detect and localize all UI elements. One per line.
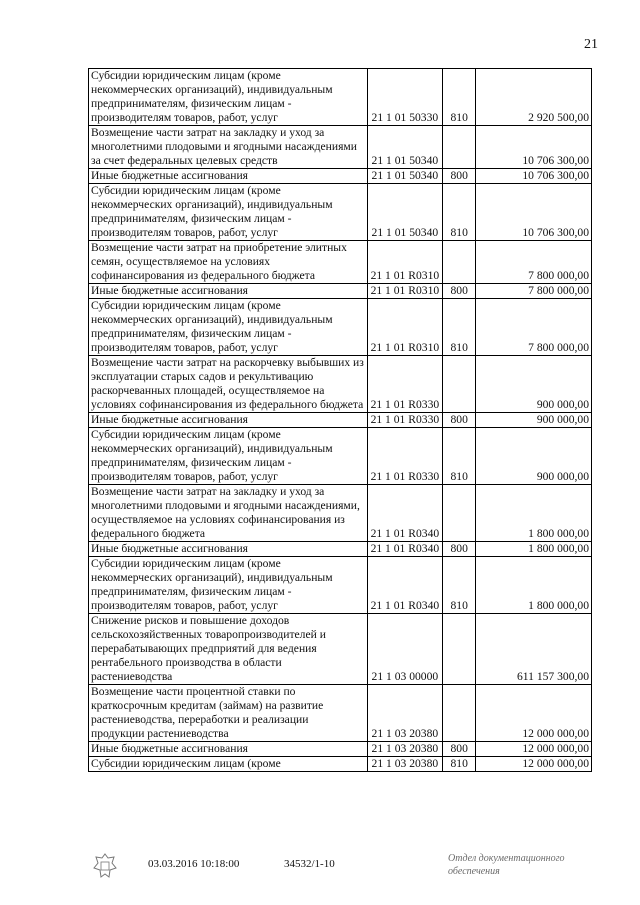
row-code: 21 1 03 20380 xyxy=(367,757,442,772)
row-type: 810 xyxy=(443,299,476,356)
row-sum: 7 800 000,00 xyxy=(476,299,592,356)
coat-of-arms-icon xyxy=(92,852,118,885)
row-sum: 1 800 000,00 xyxy=(476,485,592,542)
row-name: Иные бюджетные ассигнования xyxy=(89,284,368,299)
table-row xyxy=(89,742,592,757)
table-row xyxy=(89,284,592,299)
row-code: 21 1 01 R0330 xyxy=(367,413,442,428)
table-row xyxy=(89,299,592,356)
row-code: 21 1 03 20380 xyxy=(367,685,442,742)
print-date: 03.03.2016 10:18:00 xyxy=(148,858,240,870)
table-row xyxy=(89,757,592,772)
row-name: Иные бюджетные ассигнования xyxy=(89,542,368,557)
row-code: 21 1 01 R0340 xyxy=(367,542,442,557)
row-name: Иные бюджетные ассигнования xyxy=(89,413,368,428)
row-name: Субсидии юридическим лицам (кроме некоммерческих организаций), индивидуальным предпринимателям, физическим лицам - производителям товаров, работ, услуг xyxy=(89,69,368,126)
table-row xyxy=(89,685,592,742)
row-sum: 10 706 300,00 xyxy=(476,126,592,169)
table-row xyxy=(89,126,592,169)
row-type: 810 xyxy=(443,184,476,241)
row-type: 800 xyxy=(443,169,476,184)
table-row xyxy=(89,485,592,542)
row-type: 810 xyxy=(443,69,476,126)
row-type xyxy=(443,241,476,284)
row-type: 810 xyxy=(443,428,476,485)
page-number: 21 xyxy=(584,37,598,52)
row-sum: 7 800 000,00 xyxy=(476,284,592,299)
table-row xyxy=(89,614,592,685)
row-code: 21 1 01 R0310 xyxy=(367,284,442,299)
row-name: Субсидии юридическим лицам (кроме некоммерческих организаций), индивидуальным предпринимателям, физическим лицам - производителям товаров, работ, услуг xyxy=(89,299,368,356)
row-type xyxy=(443,356,476,413)
table-row xyxy=(89,356,592,413)
row-code: 21 1 01 R0330 xyxy=(367,356,442,413)
row-sum: 10 706 300,00 xyxy=(476,184,592,241)
row-sum: 611 157 300,00 xyxy=(476,614,592,685)
row-code: 21 1 01 R0310 xyxy=(367,241,442,284)
row-name: Субсидии юридическим лицам (кроме некоммерческих организаций), индивидуальным предпринимателям, физическим лицам - производителям товаров, работ, услуг xyxy=(89,184,368,241)
row-sum: 12 000 000,00 xyxy=(476,757,592,772)
row-type: 800 xyxy=(443,284,476,299)
row-name: Субсидии юридическим лицам (кроме xyxy=(89,757,368,772)
table-row xyxy=(89,542,592,557)
table-row xyxy=(89,169,592,184)
row-name: Субсидии юридическим лицам (кроме некоммерческих организаций), индивидуальным предпринимателям, физическим лицам - производителям товаров, работ, услуг xyxy=(89,428,368,485)
department-stamp: Отдел документационного обеспечения xyxy=(448,853,565,877)
row-sum: 10 706 300,00 xyxy=(476,169,592,184)
row-name: Возмещение части затрат на раскорчевку выбывших из эксплуатации старых садов и рекультивацию раскорчеванных площадей, осуществляемое на условиях софинансирования из федерального бюджета xyxy=(89,356,368,413)
row-sum: 7 800 000,00 xyxy=(476,241,592,284)
row-code: 21 1 01 50340 xyxy=(367,126,442,169)
row-type xyxy=(443,614,476,685)
budget-table xyxy=(88,68,592,772)
table-row xyxy=(89,184,592,241)
row-code: 21 1 01 50340 xyxy=(367,184,442,241)
row-name: Снижение рисков и повышение доходов сельскохозяйственных товаропроизводителей и перерабатывающих предприятий для ведения рентабельного производства в области растениеводства xyxy=(89,614,368,685)
table-row xyxy=(89,413,592,428)
row-sum: 1 800 000,00 xyxy=(476,542,592,557)
page-footer xyxy=(0,852,640,892)
row-code: 21 1 03 00000 xyxy=(367,614,442,685)
row-name: Субсидии юридическим лицам (кроме некоммерческих организаций), индивидуальным предпринимателям, физическим лицам - производителям товаров, работ, услуг xyxy=(89,557,368,614)
row-code: 21 1 01 50340 xyxy=(367,169,442,184)
row-type xyxy=(443,685,476,742)
row-type: 810 xyxy=(443,757,476,772)
table-row xyxy=(89,428,592,485)
row-code: 21 1 03 20380 xyxy=(367,742,442,757)
row-name: Иные бюджетные ассигнования xyxy=(89,742,368,757)
row-name: Иные бюджетные ассигнования xyxy=(89,169,368,184)
row-name: Возмещение части процентной ставки по краткосрочным кредитам (займам) на развитие растениеводства, переработки и реализации продукции растениеводства xyxy=(89,685,368,742)
table-row xyxy=(89,241,592,284)
row-type: 800 xyxy=(443,542,476,557)
row-code: 21 1 01 R0330 xyxy=(367,428,442,485)
row-sum: 1 800 000,00 xyxy=(476,557,592,614)
row-code: 21 1 01 R0310 xyxy=(367,299,442,356)
row-type: 810 xyxy=(443,557,476,614)
row-type: 800 xyxy=(443,413,476,428)
row-sum: 12 000 000,00 xyxy=(476,742,592,757)
row-sum: 2 920 500,00 xyxy=(476,69,592,126)
row-sum: 900 000,00 xyxy=(476,413,592,428)
row-type xyxy=(443,126,476,169)
row-sum: 12 000 000,00 xyxy=(476,685,592,742)
row-sum: 900 000,00 xyxy=(476,356,592,413)
document-number: 34532/1-10 xyxy=(284,858,335,870)
row-code: 21 1 01 R0340 xyxy=(367,485,442,542)
row-name: Возмещение части затрат на закладку и уход за многолетними плодовыми и ягодными насаждениями, осуществляемое на условиях софинансирования из федерального бюджета xyxy=(89,485,368,542)
row-type xyxy=(443,485,476,542)
row-code: 21 1 01 50330 xyxy=(367,69,442,126)
row-code: 21 1 01 R0340 xyxy=(367,557,442,614)
row-type: 800 xyxy=(443,742,476,757)
table-row xyxy=(89,557,592,614)
table-row xyxy=(89,69,592,126)
row-name: Возмещение части затрат на приобретение элитных семян, осуществляемое на условиях софинансирования из федерального бюджета xyxy=(89,241,368,284)
row-sum: 900 000,00 xyxy=(476,428,592,485)
row-name: Возмещение части затрат на закладку и уход за многолетними плодовыми и ягодными насаждениями за счет федеральных целевых средств xyxy=(89,126,368,169)
budget-table-body xyxy=(89,69,592,772)
